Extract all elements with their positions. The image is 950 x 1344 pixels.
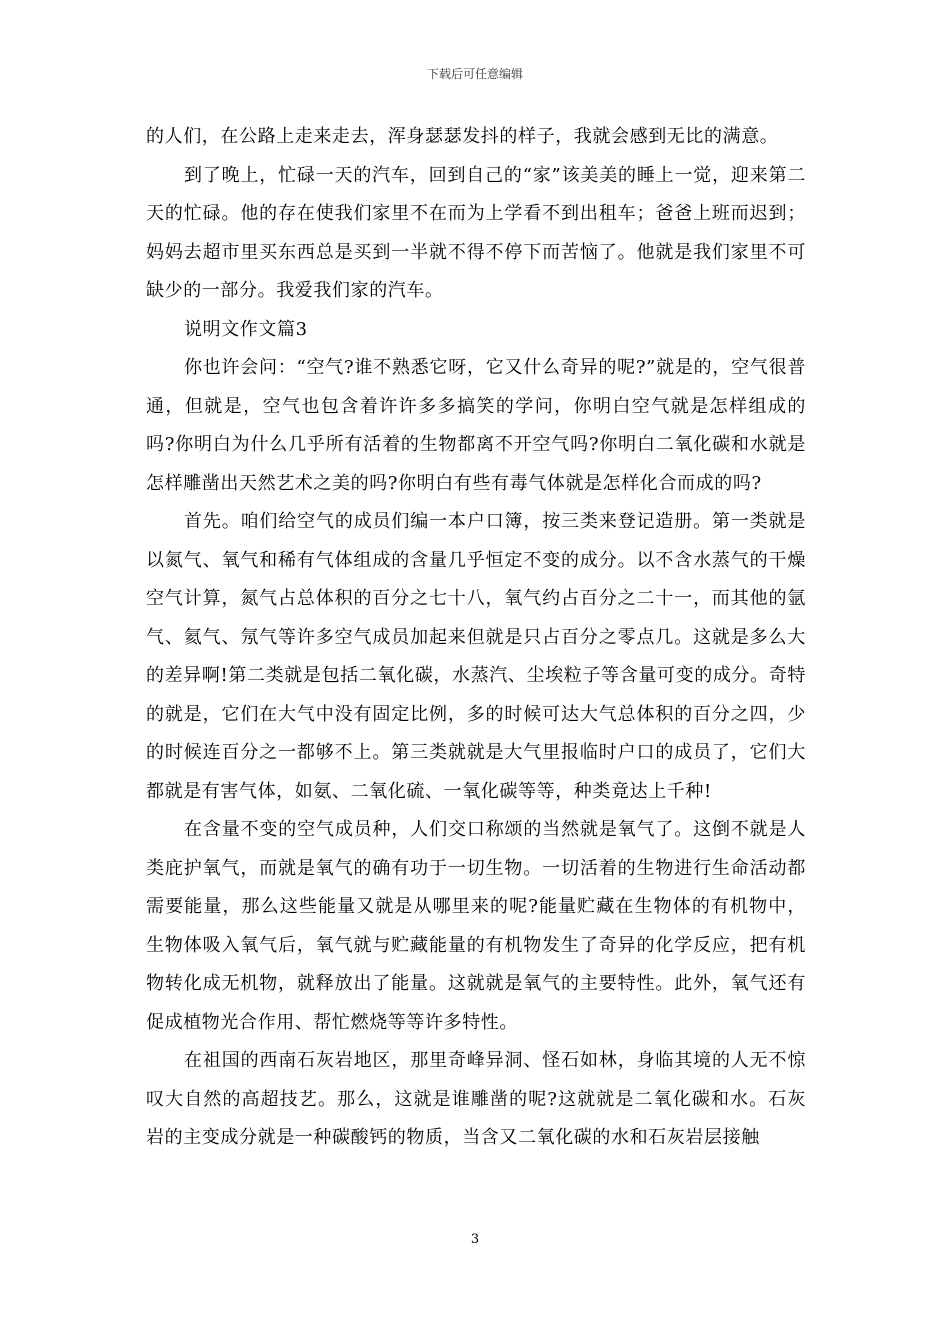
- paragraph-air-composition: 首先。咱们给空气的成员们编一本户口簿，按三类来登记造册。第一类就是以氮气、氧气和稀有气体组成的含量几乎恒定不变的成分。以不含水蒸气的干燥空气计算，氮气占总体积的百分之七十八，氧气约占百分之二十一，而其他的氩气、氦气、氖气等许多空气成员加起来但就是只占百分之零点几。这就是多么大的差异啊!第二类就是包括二氧化碳，水蒸汽、尘埃粒子等含量可变的成分。奇特的就是，它们在大气中没有固定比例，多的时候可达大气总体积的百分之四，少的时候连百分之一都够不上。第三类就就是大气里报临时户口的成员了，它们大都就是有害气体，如氨、二氧化硫、一氧化碳等等，种类竟达上千种!: [146, 511, 806, 802]
- paragraph-oxygen: 在含量不变的空气成员种，人们交口称颂的当然就是氧气了。这倒不就是人类庇护氧气，而就是氧气的确有功于一切生物。一切活着的生物进行生命活动都需要能量，那么这些能量又就是从哪里来的呢?能量贮藏在生物体的有机物中，生物体吸入氧气后，氧气就与贮藏能量的有机物发生了奇异的化学反应，把有机物转化成无机物，就释放出了能量。这就就是氧气的主要特性。此外，氧气还有促成植物光合作用、帮忙燃烧等等许多特性。: [146, 819, 806, 1033]
- paragraph-limestone: 在祖国的西南石灰岩地区，那里奇峰异洞、怪石如林，身临其境的人无不惊叹大自然的高超技艺。那么，这就是谁雕凿的呢?这就就是二氧化碳和水。石灰岩的主变成分就是一种碳酸钙的物质，当含又二氧化碳的水和石灰岩层接触: [146, 1050, 806, 1148]
- page-number: 3: [470, 1232, 480, 1247]
- section-title: 说明文作文篇3: [184, 318, 308, 340]
- page-header: 下载后可任意编辑: [426, 67, 523, 81]
- paragraph-air-intro: 你也许会问：“空气?谁不熟悉它呀，它又什么奇异的呢?”就是的，空气很普通，但就是，空气也包含着许许多多搞笑的学问，你明白空气就是怎样组成的吗?你明白为什么几乎所有活着的生物都离不开空气吗?你明白二氧化碳和水就是怎样雕凿出天然艺术之美的吗?你明白有些有毒气体就是怎样化合而成的吗?: [146, 357, 806, 494]
- document-body: [146, 118, 806, 1158]
- paragraph-car-evening: 到了晚上，忙碌一天的汽车，回到自己的“家”该美美的睡上一觉，迎来第二天的忙碌。他的存在使我们家里不在而为上学看不到出租车；爸爸上班而迟到；妈妈去超市里买东西总是买到一半就不得不停下而苦恼了。他就是我们家里不可缺少的一部分。我爱我们家的汽车。: [146, 164, 806, 301]
- paragraph-continued: 的人们，在公路上走来走去，浑身瑟瑟发抖的样子，我就会感到无比的满意。: [146, 126, 779, 147]
